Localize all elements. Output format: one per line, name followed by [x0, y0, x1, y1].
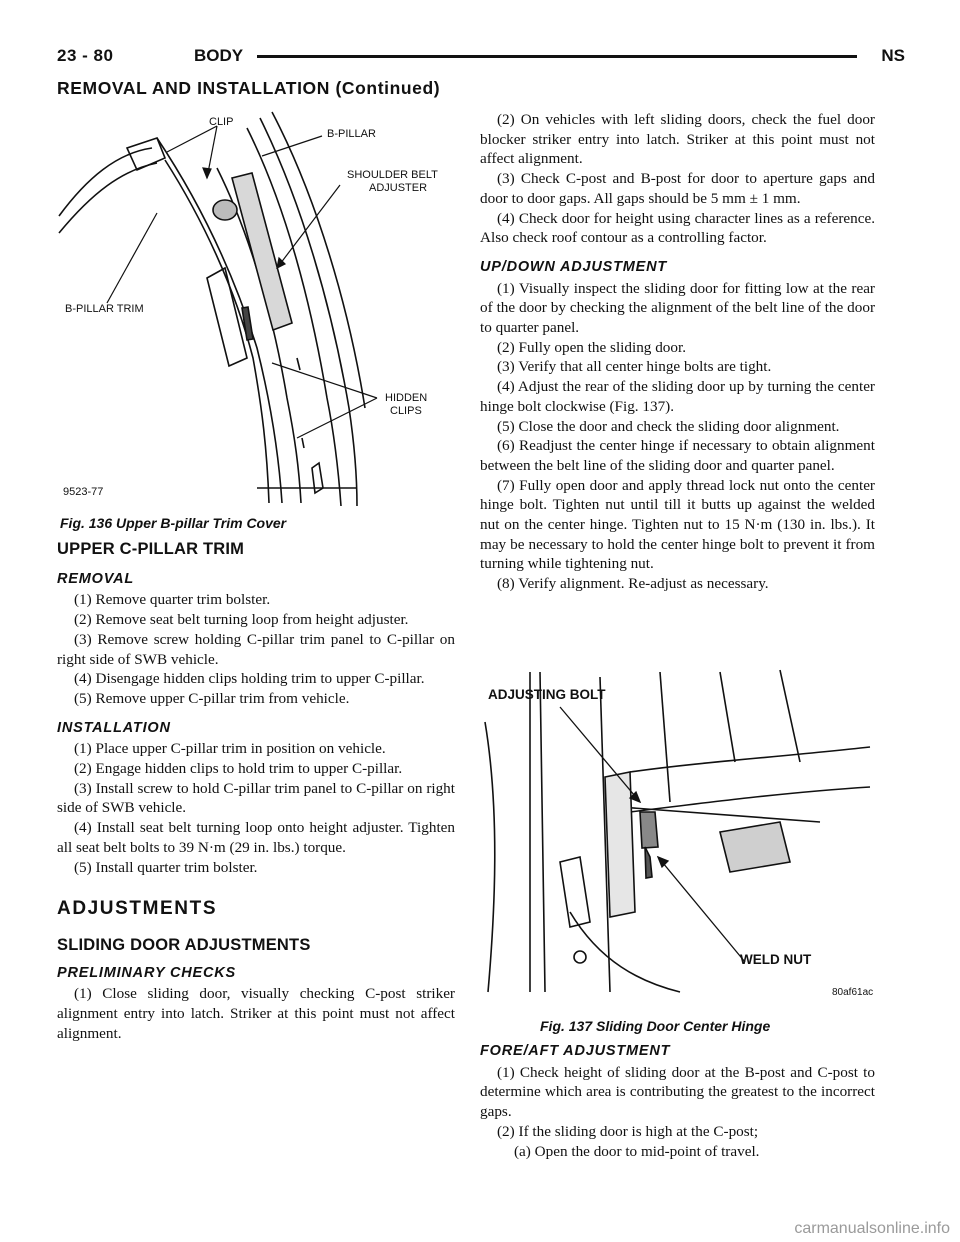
up-down-title: UP/DOWN ADJUSTMENT — [480, 258, 668, 275]
removal-step: (5) Remove upper C-pillar trim from vehicle. — [74, 689, 350, 707]
install-step: (3) Install screw to hold C-pillar trim panel to C-pillar on right side of SWB vehicle. — [57, 779, 455, 817]
removal-step: (2) Remove seat belt turning loop from height adjuster. — [74, 611, 409, 629]
updown-step: (6) Readjust the center hinge if necessary to obtain alignment between the belt line of the sliding door and quarter panel. — [480, 437, 875, 474]
updown-step: (5) Close the door and check the sliding door alignment. — [497, 417, 840, 435]
label-clip: CLIP — [209, 116, 234, 128]
prelim-step: (3) Check C-post and B-post for door to aperture gaps and door to door gaps. All gaps should be 5 mm ± 1 mm. — [480, 170, 875, 207]
label-weld-nut: WELD NUT — [740, 952, 812, 967]
sliding-door-title: SLIDING DOOR ADJUSTMENTS — [57, 935, 311, 954]
install-step: (1) Place upper C-pillar trim in position on vehicle. — [74, 740, 386, 758]
continued-heading: REMOVAL AND INSTALLATION (Continued) — [57, 78, 441, 98]
figure-136 — [57, 108, 455, 538]
foreaft-step: (2) If the sliding door is high at the C-post; — [497, 1122, 759, 1140]
fore-aft-title: FORE/AFT ADJUSTMENT — [480, 1043, 671, 1059]
center-hinge-illustration — [480, 662, 875, 1002]
removal-step: (1) Remove quarter trim bolster. — [74, 591, 271, 609]
label-hidden: HIDDEN — [385, 392, 428, 404]
model-code: NS — [881, 46, 905, 65]
install-step: (2) Engage hidden clips to hold trim to upper C-pillar. — [74, 760, 403, 778]
right-column-lower — [480, 1042, 875, 1161]
updown-step: (8) Verify alignment. Re-adjust as necessary. — [497, 575, 769, 593]
left-column — [57, 540, 455, 1043]
figure-137-caption: Fig. 137 Sliding Door Center Hinge — [540, 1018, 771, 1034]
install-step: (4) Install seat belt turning loop onto height adjuster. Tighten all seat belt bolts to 39 N·m (29 in. lbs.) torque. — [57, 819, 455, 856]
figure-code: 80af61ac — [832, 987, 874, 998]
section-name: BODY — [194, 46, 244, 65]
updown-step: (3) Verify that all center hinge bolts are tight. — [497, 358, 772, 376]
updown-step: (2) Fully open the sliding door. — [497, 338, 686, 356]
watermark: carmanualsonline.info — [794, 1220, 950, 1237]
header-rule — [257, 55, 857, 58]
label-b-pillar-trim: B-PILLAR TRIM — [65, 303, 144, 315]
upper-c-pillar-title: UPPER C-PILLAR TRIM — [57, 540, 245, 558]
label-clips: CLIPS — [390, 405, 422, 417]
installation-title: INSTALLATION — [57, 719, 171, 736]
adjustments-title: ADJUSTMENTS — [57, 898, 218, 920]
updown-step: (4) Adjust the rear of the sliding door up by turning the center hinge bolt clockwise (Fig. 137). — [480, 378, 875, 415]
updown-step: (7) Fully open door and apply thread lock nut onto the center hinge bolt. Tighten nut until till it butts up against the welded nut on the center hinge. Tighten nut to 15 N·m (130 in. lbs.). It may be necessary to hold the center hinge bolt to prevent it from turning while tightening nut. — [480, 476, 875, 573]
foreaft-substep: (a) Open the door to mid-point of travel. — [514, 1142, 760, 1160]
label-adjusting-bolt: ADJUSTING BOLT — [488, 687, 606, 702]
foreaft-step: (1) Check height of sliding door at the B-post and C-post to determine which area is contributing the greatest to the incorrect gaps. — [480, 1063, 875, 1121]
install-step: (5) Install quarter trim bolster. — [74, 858, 258, 876]
figure-137 — [480, 662, 875, 1042]
label-adjuster: ADJUSTER — [369, 182, 428, 194]
prelim-step: (1) Close sliding door, visually checking C-post striker alignment entry into latch. Striker at this point must not affect alignment. — [57, 985, 455, 1042]
preliminary-checks-title: PRELIMINARY CHECKS — [57, 964, 237, 981]
figure-136-caption: Fig. 136 Upper B-pillar Trim Cover — [60, 515, 287, 531]
removal-title: REMOVAL — [57, 570, 135, 587]
label-b-pillar: B-PILLAR — [327, 128, 376, 140]
right-column — [480, 110, 875, 594]
removal-step: (3) Remove screw holding C-pillar trim panel to C-pillar on right side of SWB vehicle. — [57, 630, 455, 668]
page-header — [57, 44, 905, 70]
updown-step: (1) Visually inspect the sliding door for fitting low at the rear of the door by checking the alignment of the belt line of the door to quarter panel. — [480, 279, 875, 337]
prelim-step: (2) On vehicles with left sliding doors, check the fuel door blocker striker entry into latch. Striker at this point must not affect alignment. — [480, 111, 875, 168]
prelim-step: (4) Check door for height using character lines as a reference. Also check roof contour as a controlling factor. — [480, 209, 875, 247]
figure-code: 9523-77 — [63, 486, 104, 498]
page-number: 23 - 80 — [57, 46, 114, 65]
label-shoulder-belt: SHOULDER BELT — [347, 169, 438, 181]
removal-step: (4) Disengage hidden clips holding trim to upper C-pillar. — [74, 670, 425, 688]
